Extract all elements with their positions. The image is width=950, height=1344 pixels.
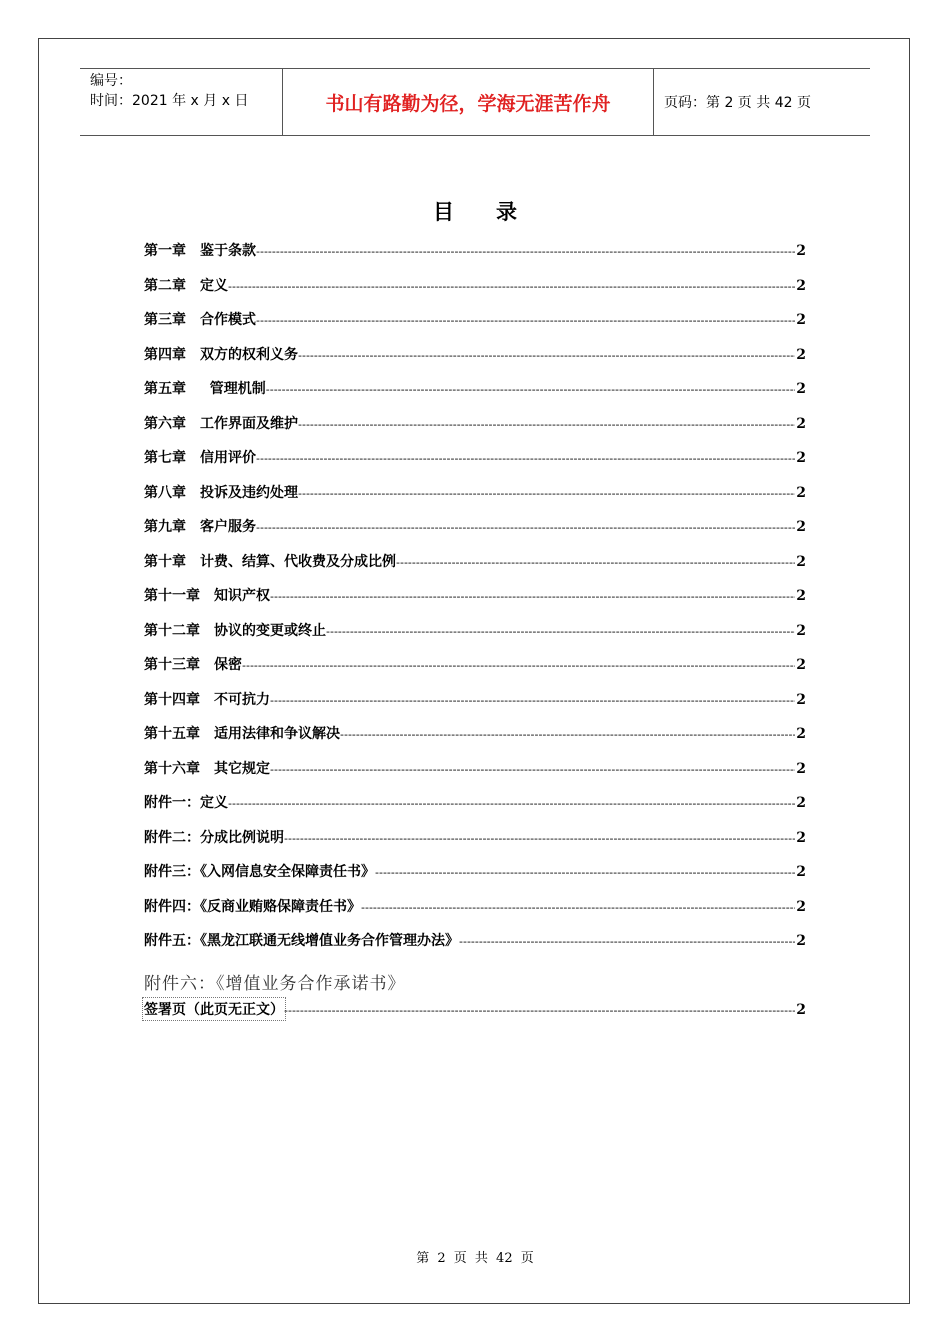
toc-entry-label: 第十二章 协议的变更或终止: [144, 622, 326, 639]
toc-dot-leader: [270, 694, 795, 707]
toc-entry-page: 2: [796, 243, 806, 259]
toc-entry-page: 2: [796, 657, 806, 673]
toc-dot-leader: [228, 797, 795, 810]
toc-dot-leader: [228, 280, 795, 293]
toc-entry-label: 第十章 计费、结算、代收费及分成比例: [144, 553, 396, 570]
toc-entry-page: 2: [796, 277, 806, 294]
toc-dot-leader: [284, 832, 795, 845]
toc-entry-label: 第二章 定义: [144, 277, 228, 294]
toc-entry[interactable]: [144, 689, 806, 724]
page-footer: 第 2 页 共 42 页: [416, 1251, 534, 1266]
toc-entry-label: 附件五：《黑龙江联通无线增值业务合作管理办法》: [144, 933, 459, 949]
toc-entry-page: 2: [796, 588, 806, 604]
toc-entry-label: 第十五章 适用法律和争议解决: [144, 726, 340, 742]
toc-entry-page: 2: [796, 1002, 806, 1018]
toc-entry-page: 2: [796, 346, 806, 363]
toc-entry[interactable]: [144, 896, 806, 931]
toc-entry-label: 第三章 合作模式: [144, 312, 256, 328]
toc-entry-label: 第六章 工作界面及维护: [144, 415, 298, 432]
toc-entry[interactable]: [144, 758, 806, 793]
toc-entry-page: 2: [796, 726, 806, 742]
toc-entry[interactable]: [144, 482, 806, 517]
toc-dot-leader: [340, 728, 795, 741]
toc-entry-page: 2: [796, 898, 806, 915]
toc-entry[interactable]: [144, 827, 806, 862]
toc-entry-page: 2: [796, 519, 806, 535]
toc-entry-label: 第十六章 其它规定: [144, 760, 270, 777]
toc-entry[interactable]: [144, 413, 806, 448]
toc-entry-label: 第十四章 不可抗力: [144, 691, 270, 708]
toc-entry-label: 第十三章 保密: [144, 657, 242, 673]
toc-entry-label: 第四章 双方的权利义务: [144, 346, 298, 363]
toc-dot-leader: [256, 521, 795, 534]
toc-entry-page: 2: [796, 622, 806, 639]
toc-entry[interactable]: [144, 344, 806, 379]
document-number: 编号：: [90, 73, 132, 89]
toc-entry-page: 2: [796, 484, 806, 501]
toc-entry[interactable]: [144, 792, 806, 827]
toc-entry-label: 第五章 管理机制: [144, 381, 266, 397]
toc-dot-leader: [242, 659, 795, 672]
toc-entry-label: 第七章 信用评价: [144, 450, 256, 466]
toc-entry-page: 2: [796, 312, 806, 328]
toc-entry-label: 签署页（此页无正文）: [144, 999, 284, 1019]
toc-entry[interactable]: [144, 309, 806, 344]
toc-title: 目录: [433, 199, 559, 224]
toc-entry[interactable]: [144, 447, 806, 482]
toc-entry-label: 附件一：定义: [144, 795, 228, 811]
toc-entry-page: 2: [796, 864, 806, 880]
toc-entry-label: 附件四：《反商业贿赂保障责任书》: [144, 898, 361, 915]
toc-entry-page: 2: [796, 381, 806, 397]
toc-entry[interactable]: [144, 861, 806, 896]
table-of-contents: [144, 240, 806, 1034]
toc-dot-leader: [284, 1004, 795, 1017]
toc-dot-leader: [326, 625, 795, 638]
toc-entry-label: 第一章 鉴于条款: [144, 243, 256, 259]
toc-entry[interactable]: [144, 585, 806, 620]
toc-entry[interactable]: [144, 378, 806, 413]
document-date: 时间：2021 年 x 月 x 日: [90, 93, 249, 109]
toc-entry-plain: 附件六：《增值业务合作承诺书》: [144, 974, 406, 995]
toc-entry[interactable]: [144, 516, 806, 551]
toc-dot-leader: [298, 487, 795, 500]
toc-entry-label: 第八章 投诉及违约处理: [144, 484, 298, 501]
toc-entry[interactable]: [144, 275, 806, 310]
toc-dot-leader: [266, 383, 796, 396]
toc-dot-leader: [256, 452, 795, 465]
header-meta: [80, 69, 282, 135]
toc-entry-page: 2: [796, 450, 806, 466]
toc-entry-label: 第十一章 知识产权: [144, 588, 270, 604]
toc-entry-page: 2: [796, 760, 806, 777]
toc-entry[interactable]: [144, 999, 806, 1034]
toc-entry-label: 附件三：《入网信息安全保障责任书》: [144, 864, 375, 880]
toc-entry-page: 2: [796, 795, 806, 811]
toc-entry-page: 2: [796, 691, 806, 708]
toc-entry-page: 2: [796, 553, 806, 570]
header-motto: 书山有路勤为径，学海无涯苦作舟: [282, 69, 654, 135]
page-header: [80, 68, 870, 136]
toc-entry[interactable]: [144, 654, 806, 689]
toc-entry-label: 附件二：分成比例说明: [144, 829, 284, 846]
toc-entry-label: 第九章 客户服务: [144, 519, 256, 535]
toc-dot-leader: [270, 763, 795, 776]
toc-dot-leader: [298, 349, 795, 362]
toc-entry[interactable]: [144, 930, 806, 965]
toc-entry[interactable]: [144, 551, 806, 586]
toc-dot-leader: [298, 418, 795, 431]
toc-dot-leader: [361, 901, 795, 914]
header-page-info: 页码：第 2 页 共 42 页: [664, 95, 811, 111]
toc-entry-page: 2: [796, 933, 806, 949]
toc-dot-leader: [375, 866, 795, 879]
toc-dot-leader: [459, 935, 795, 948]
toc-entry-page: 2: [796, 415, 806, 432]
toc-dot-leader: [270, 590, 795, 603]
toc-entry[interactable]: [144, 620, 806, 655]
toc-entry[interactable]: [144, 723, 806, 758]
toc-dot-leader: [256, 314, 795, 327]
toc-dot-leader: [256, 245, 795, 258]
toc-dot-leader: [396, 556, 795, 569]
toc-entry-page: 2: [796, 829, 806, 846]
toc-entry[interactable]: [144, 240, 806, 275]
